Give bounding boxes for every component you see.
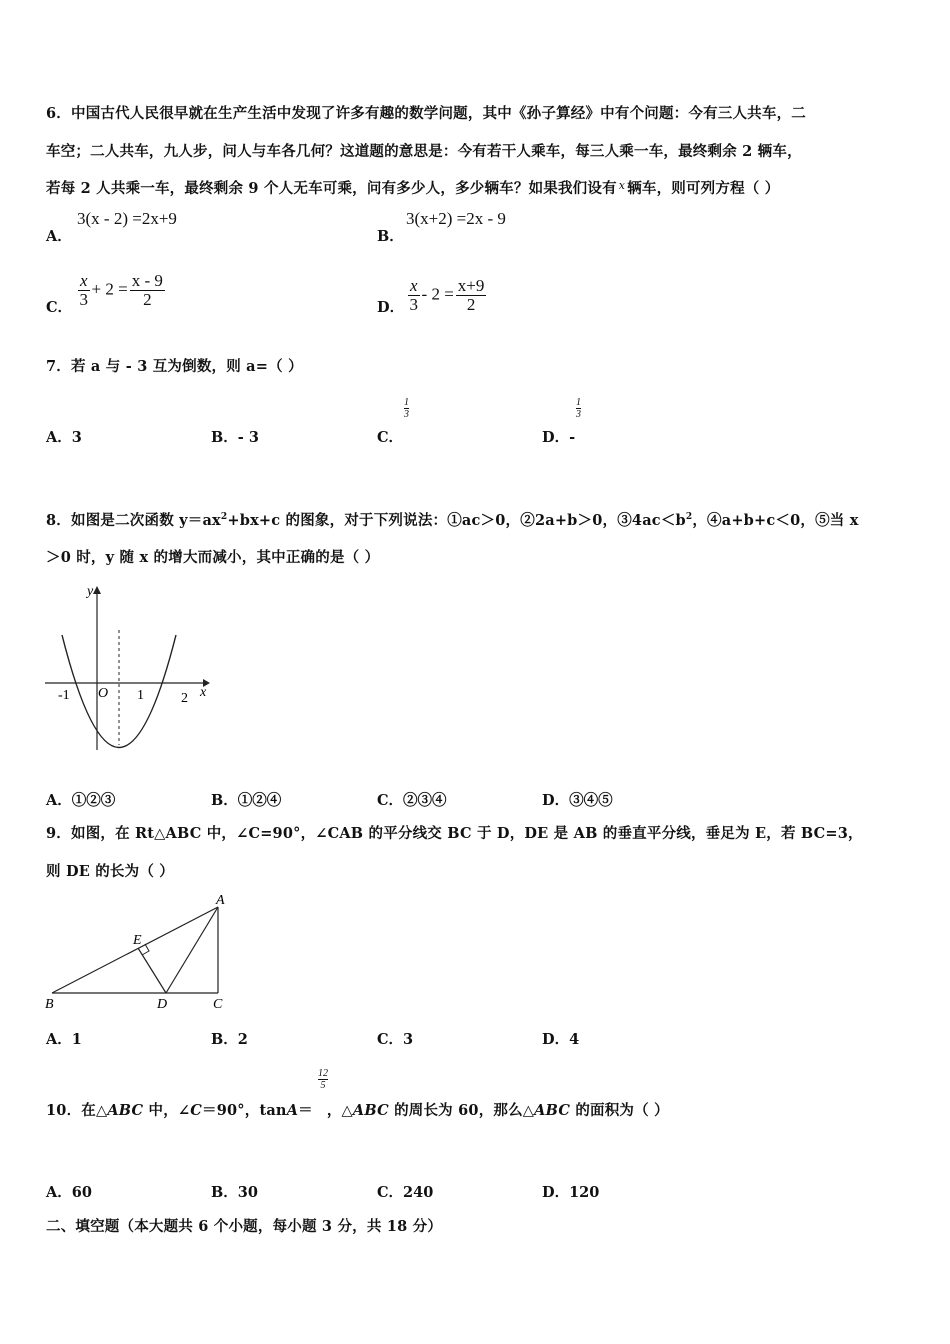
- q10-abc-2: ABC: [352, 1102, 389, 1119]
- label-c: C: [213, 997, 223, 1012]
- q8-line2: ＞0 时，y 随 x 的增大而减小，其中正确的是（ ）: [46, 549, 380, 566]
- q8-line1b: +bx+c 的图象，对于下列说法：①ac＞0，②2a+b＞0，③4ac＜b: [227, 512, 686, 529]
- q6-d-num2: x+9: [457, 276, 485, 295]
- q10-part4: ＝: [298, 1102, 313, 1119]
- q8-parabola-graph: [40, 580, 215, 755]
- q6-option-d-expr: [406, 277, 488, 314]
- q7-c-frac-num: 1: [404, 397, 409, 408]
- label-e: E: [133, 933, 142, 948]
- tick-2: 2: [181, 691, 188, 706]
- q8-sup2: 2: [685, 512, 693, 523]
- q7-c-frac-den: 3: [404, 409, 409, 420]
- q10-tan-fraction: [318, 1068, 328, 1091]
- q10-text: [46, 1099, 669, 1120]
- origin-label: O: [98, 686, 109, 701]
- q10-abc-3: ABC: [534, 1102, 571, 1119]
- q8-line1: [46, 509, 859, 530]
- q9-triangle-figure: [40, 890, 240, 1020]
- q6-option-b-label: B．: [377, 228, 404, 245]
- q9-line2: 则 DE 的长为（ ）: [46, 863, 174, 880]
- label-a: A: [216, 893, 225, 908]
- q6-line3b: 辆车，则可列方程（ ）: [627, 180, 780, 197]
- side-ab: [52, 907, 218, 993]
- q10-option-b: B．30: [211, 1184, 258, 1201]
- q9-option-b: B．2: [211, 1031, 248, 1048]
- q7-option-b: B．- 3: [211, 429, 259, 446]
- q9-line1: 9．如图，在 Rt△ABC 中，∠C=90°，∠CAB 的平分线交 BC 于 D，DE 是 AB 的垂直平分线，垂足为 E，若 BC=3，: [46, 825, 863, 842]
- q6-c-num1: x: [80, 271, 88, 290]
- q6-option-c-label: C．: [46, 299, 73, 316]
- q10-part7: 的面积为（ ）: [570, 1102, 669, 1119]
- q9-option-c: C．3: [377, 1031, 414, 1048]
- q6-c-num2: x - 9: [131, 271, 163, 290]
- q6-c-den2: 2: [143, 290, 152, 309]
- q10-part1: 10．在△: [46, 1102, 108, 1119]
- q10-part6: 的周长为 60，那么△: [388, 1102, 535, 1119]
- q8-option-d: D．③④⑤: [542, 792, 613, 809]
- q7-option-c: C．: [377, 429, 404, 446]
- q6-option-c-expr: [76, 272, 167, 309]
- q6-d-den2: 2: [466, 295, 476, 314]
- q6-line2: 车空；二人共车，九人步，问人与车各几何？这道题的意思是：今有若干人乘车，每三人乘一车，最终剩余 2 辆车，: [46, 143, 802, 160]
- q7-option-d: D．-: [542, 429, 576, 446]
- q8-line1c: ，④a+b+c＜0，⑤当 x: [692, 512, 859, 529]
- q6-option-a-expr: 3(x - 2) =2x+9: [77, 209, 177, 228]
- q6-option-d-label: D．: [377, 299, 405, 316]
- q8-option-c: C．②③④: [377, 792, 447, 809]
- q8-line1a: 8．如图是二次函数 y＝ax: [46, 512, 221, 529]
- q6-option-a-label: A．: [46, 228, 72, 245]
- q10-option-c: C．240: [377, 1184, 434, 1201]
- q6-d-mid: - 2 =: [421, 284, 454, 304]
- q10-part5: ，△: [326, 1102, 353, 1119]
- x-label: x: [200, 685, 207, 700]
- y-label: y: [87, 584, 94, 599]
- q10-option-d: D．120: [542, 1184, 600, 1201]
- q10-part3: ＝90°，tan: [202, 1102, 287, 1119]
- q6-line3: [46, 177, 779, 198]
- q7-option-d-fraction: [576, 397, 581, 420]
- q9-option-d: D．4: [542, 1031, 580, 1048]
- q6-line3a: 若每 2 人共乘一车，最终剩余 9 个人无车可乘，问有多少人，多少辆车？如果我们设有: [46, 180, 617, 197]
- q6-d-num1: x: [410, 276, 418, 295]
- q7-text: 7．若 a 与 - 3 互为倒数，则 a=（ ）: [46, 358, 303, 375]
- y-axis-arrow: [93, 586, 101, 594]
- q8-option-a: A．①②③: [46, 792, 116, 809]
- q6-line1: 6．中国古代人民很早就在生产生活中发现了许多有趣的数学问题，其中《孙子算经》中有个问题：今有三人共车，二: [46, 105, 806, 122]
- q9-option-a: A．1: [46, 1031, 82, 1048]
- q6-d-den1: 3: [409, 295, 419, 314]
- q6-c-den1: 3: [79, 290, 89, 309]
- q10-abc-1: ABC: [107, 1102, 144, 1119]
- tick-1: 1: [137, 688, 144, 703]
- section-2-heading: 二、填空题（本大题共 6 个小题，每小题 3 分，共 18 分）: [46, 1218, 443, 1235]
- q10-option-a: A．60: [46, 1184, 92, 1201]
- q10-c: C: [190, 1102, 203, 1119]
- q7-option-a: A．3: [46, 429, 82, 446]
- q8-sup1: 2: [220, 512, 228, 523]
- q6-option-b-expr: 3(x+2) =2x - 9: [406, 209, 506, 228]
- q7-option-c-fraction: [404, 397, 409, 420]
- label-d: D: [157, 997, 168, 1012]
- q6-var: x: [618, 179, 626, 192]
- tick-neg1: -1: [58, 688, 70, 703]
- q10-a: A: [286, 1102, 299, 1119]
- q8-option-b: B．①②④: [211, 792, 282, 809]
- q10-frac-num: 12: [318, 1068, 328, 1079]
- q7-d-frac-num: 1: [576, 397, 581, 408]
- q10-frac-den: 5: [320, 1080, 326, 1091]
- label-b: B: [45, 997, 54, 1012]
- q6-c-mid: + 2 =: [91, 279, 128, 299]
- q10-part2: 中，∠: [143, 1102, 191, 1119]
- q7-d-frac-den: 3: [576, 409, 581, 420]
